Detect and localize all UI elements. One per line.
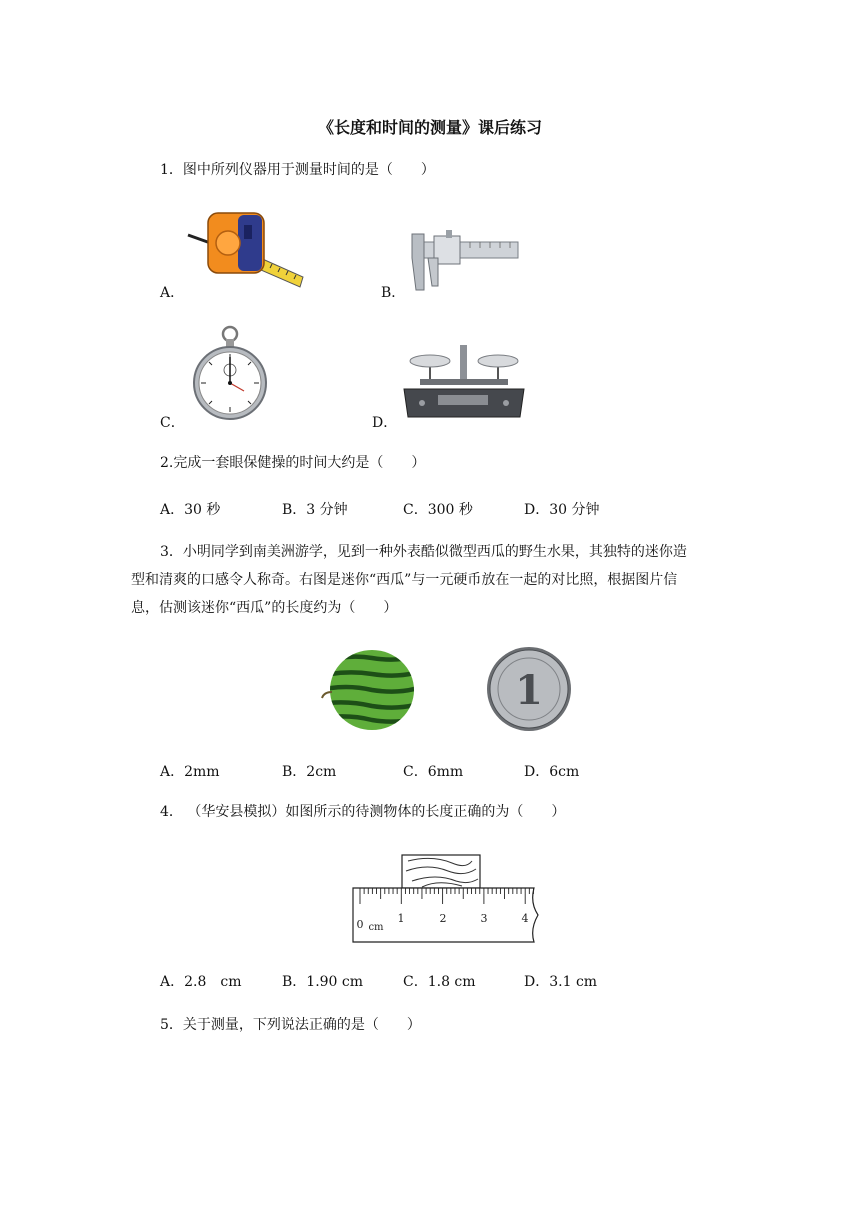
q1-option-b-label: B． xyxy=(381,285,406,301)
ruler-label-2: 2 xyxy=(439,912,447,925)
ruler-label-1: 1 xyxy=(397,912,405,925)
q2-option-d: D．30 分钟 xyxy=(524,502,600,518)
q4-option-a: A．2.8 cm xyxy=(160,974,242,990)
stopwatch-icon xyxy=(190,325,270,425)
ruler-label-0: 0 xyxy=(356,918,364,931)
q2-option-b: B．3 分钟 xyxy=(282,502,348,518)
mini-watermelon-icon xyxy=(318,648,418,734)
vernier-caliper-icon xyxy=(410,230,520,292)
q4-option-c: C．1.8 cm xyxy=(403,974,476,990)
q2-option-c: C．300 秒 xyxy=(403,502,473,518)
q3-option-a: A．2mm xyxy=(160,764,220,780)
ruler-label-4: 4 xyxy=(521,912,529,925)
q1-option-a-label: A． xyxy=(160,285,185,301)
q3-option-d: D．6cm xyxy=(524,764,580,780)
q1-option-d-label: D． xyxy=(372,415,398,431)
question-1-stem: 1．图中所列仪器用于测量时间的是（ ） xyxy=(160,162,435,178)
question-5-stem: 5．关于测量，下列说法正确的是（ ） xyxy=(160,1017,421,1033)
ruler-diagram xyxy=(352,853,547,945)
page-title: 《长度和时间的测量》课后练习 xyxy=(317,118,542,137)
question-3-line-1: 3．小明同学到南美洲游学，见到一种外表酷似微型西瓜的野生水果，其独特的迷你造 xyxy=(160,544,687,560)
q2-option-a: A．30 秒 xyxy=(160,502,221,518)
q3-option-b: B．2cm xyxy=(282,764,337,780)
q3-option-c: C．6mm xyxy=(403,764,464,780)
coin-denomination: 1 xyxy=(515,667,543,714)
balance-scale-icon xyxy=(402,343,527,418)
ruler-unit: cm xyxy=(368,922,384,933)
question-4-stem: 4． （华安县模拟）如图所示的待测物体的长度正确的为（ ） xyxy=(160,804,566,820)
q4-option-b: B．1.90 cm xyxy=(282,974,364,990)
q4-option-d: D．3.1 cm xyxy=(524,974,598,990)
question-3-line-3: 息，估测该迷你“西瓜”的长度约为（ ） xyxy=(131,600,398,616)
tape-measure-icon xyxy=(188,205,308,290)
question-3-line-2: 型和清爽的口感令人称奇。右图是迷你“西瓜”与一元硬币放在一起的对比照，根据图片信 xyxy=(131,572,678,588)
one-yuan-coin-icon xyxy=(486,646,572,732)
ruler-label-3: 3 xyxy=(480,912,488,925)
question-2-stem: 2.完成一套眼保健操的时间大约是（ ） xyxy=(160,455,426,471)
q1-option-c-label: C． xyxy=(160,415,185,431)
